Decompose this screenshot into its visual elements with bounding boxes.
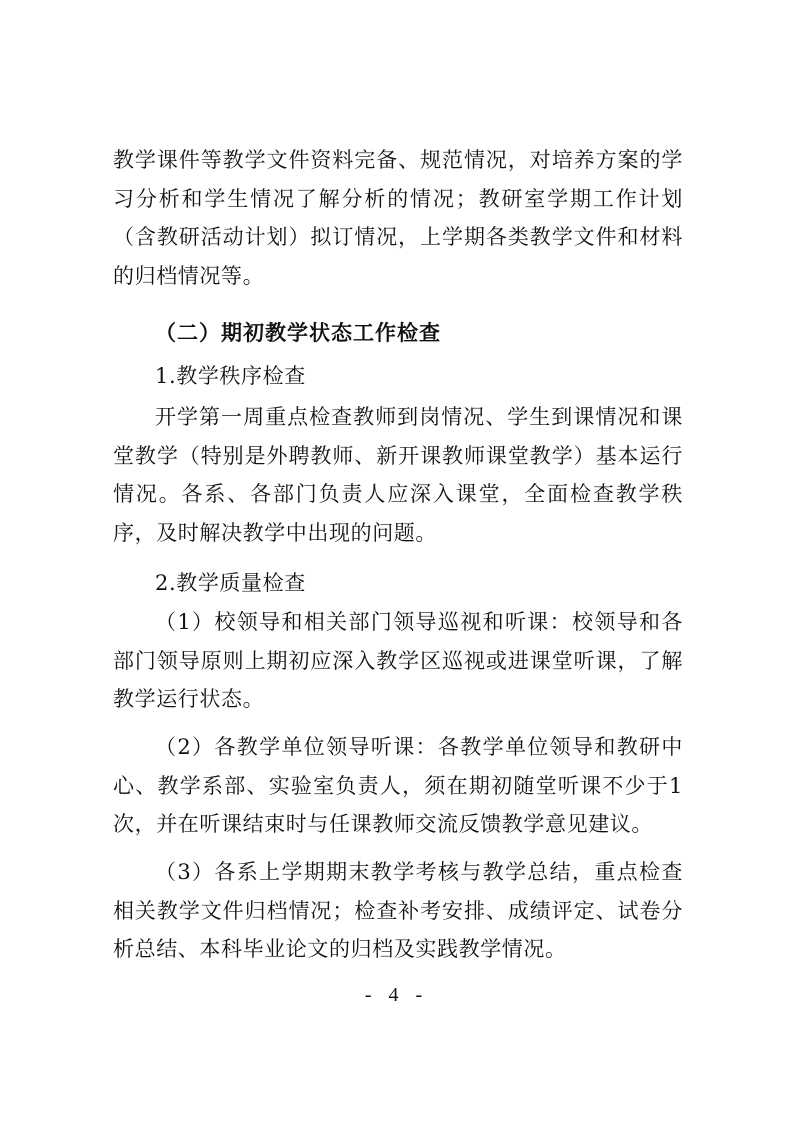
section-heading: （二）期初教学状态工作检查: [155, 321, 441, 345]
item-2-subitem-3: （3）各系上学期期末教学考核与教学总结，重点检查相关教学文件归档情况；检查补考安排、成绩评定、试卷分析总结、本科毕业论文的归档及实践教学情况。: [113, 860, 683, 961]
paragraph-continuation: 教学课件等教学文件资料完备、规范情况，对培养方案的学习分析和学生情况了解分析的情况；教研室学期工作计划（含教研活动计划）拟订情况，上学期各类教学文件和材料的归档情况等。: [113, 148, 683, 288]
item-1-body: 开学第一周重点检查教师到岗情况、学生到课情况和课堂教学（特别是外聘教师、新开课教师课堂教学）基本运行情况。各系、各部门负责人应深入课堂，全面检查教学秩序，及时解决教学中出现的问题。: [113, 405, 683, 545]
item-1-title: 1.教学秩序检查: [155, 364, 306, 388]
item-2-title: 2.教学质量检查: [155, 571, 306, 595]
item-2-subitem-2: （2）各教学单位领导听课：各教学单位领导和教研中心、教学系部、实验室负责人，须在期初随堂听课不少于1次，并在听课结束时与任课教师交流反馈教学意见建议。: [113, 735, 683, 836]
item-2-subitem-1: （1）校领导和相关部门领导巡视和听课：校领导和各部门领导原则上期初应深入教学区巡视或进课堂听课，了解教学运行状态。: [113, 610, 683, 711]
page-number: - 4 -: [364, 984, 429, 1006]
